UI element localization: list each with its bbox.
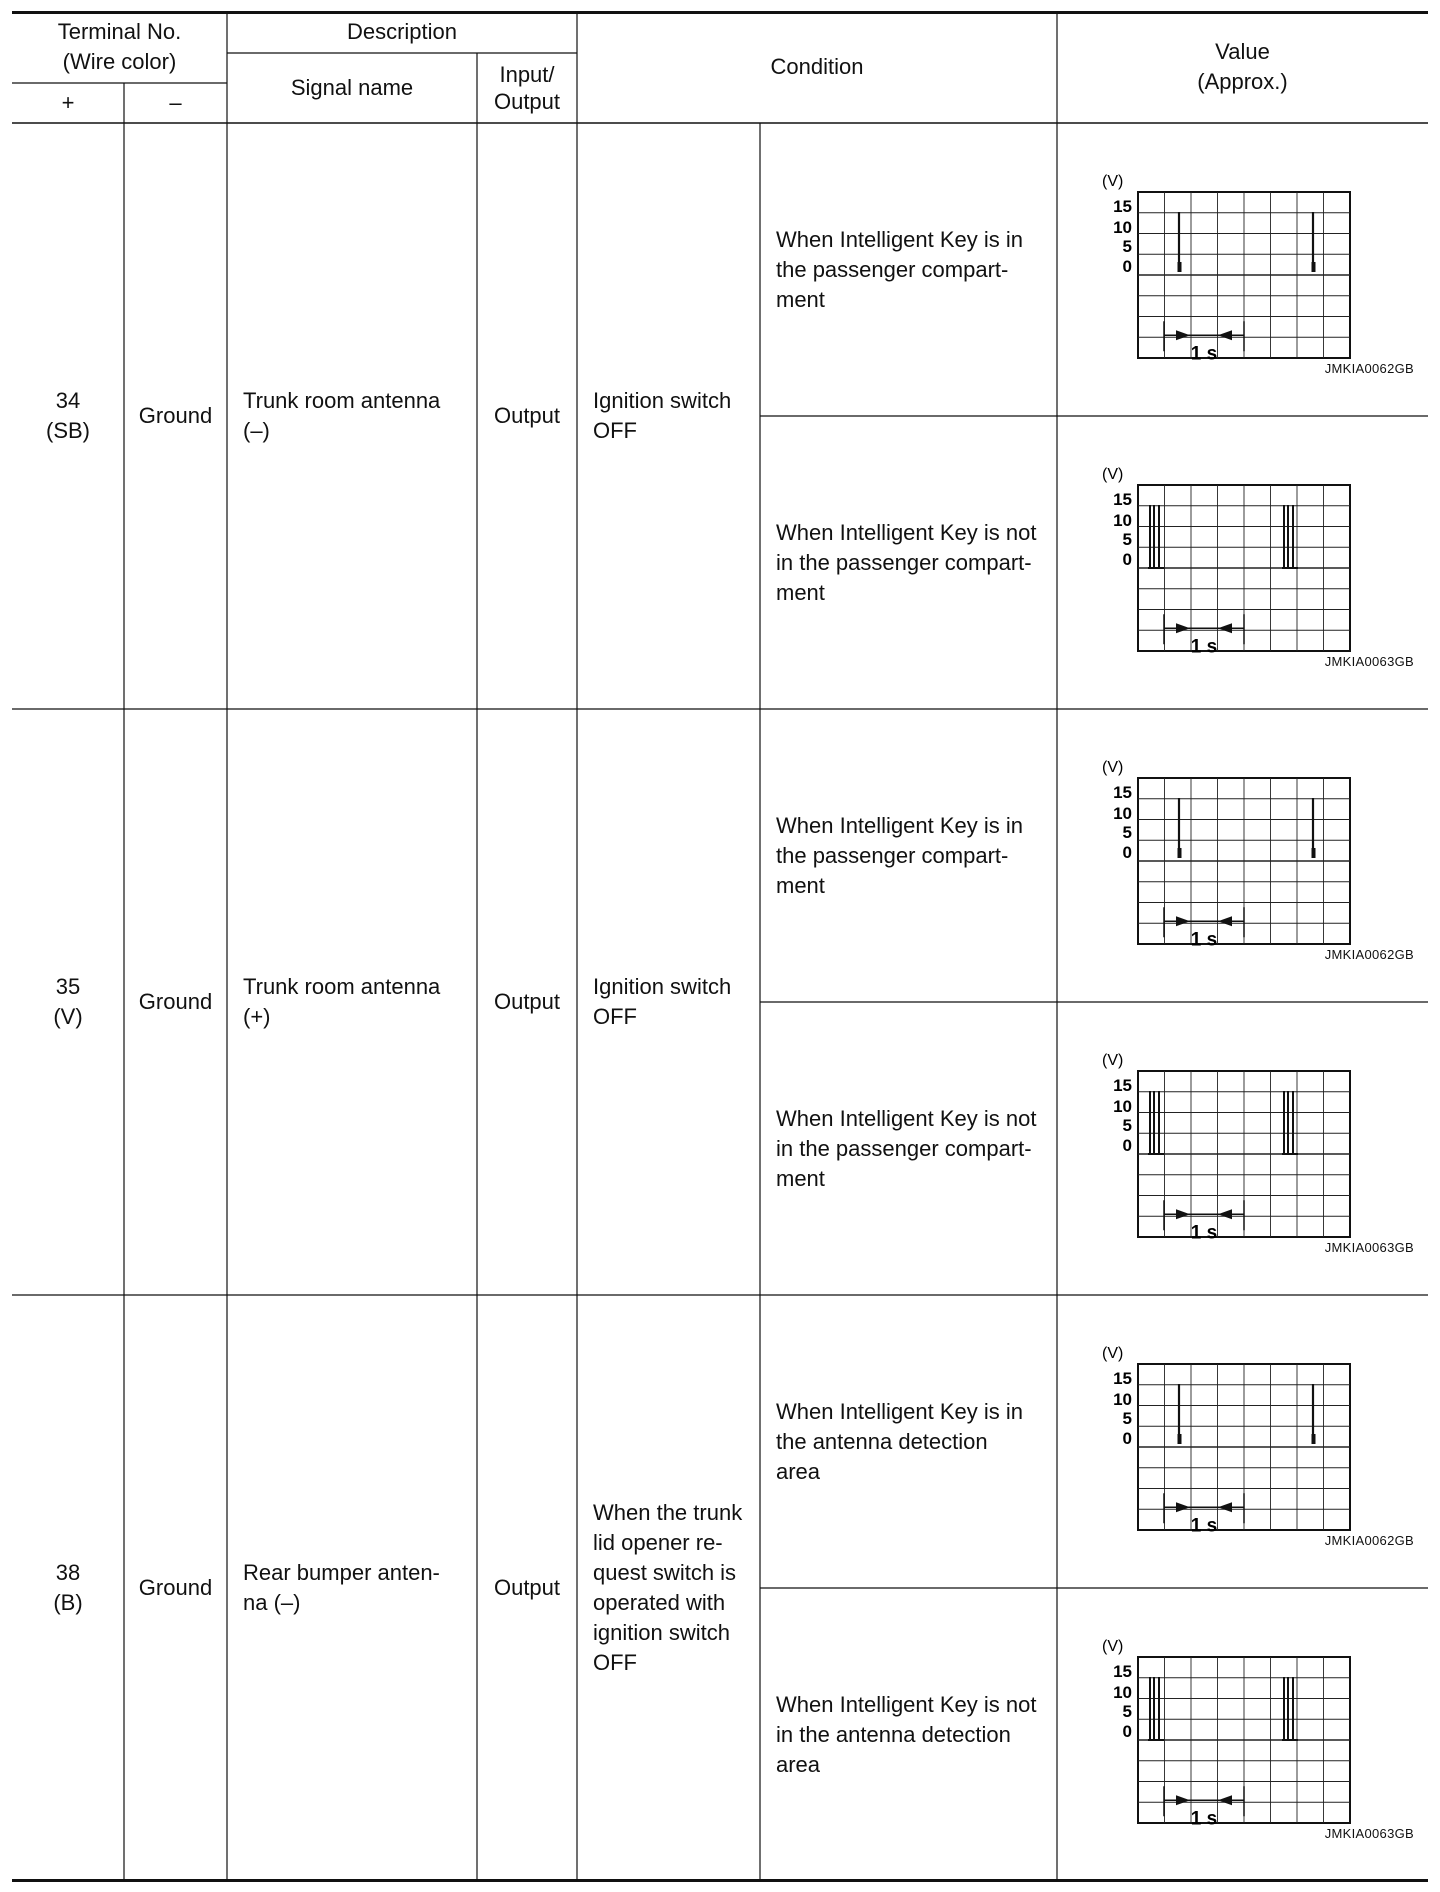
period-arrow-icon bbox=[1218, 623, 1232, 633]
scope-tick-label: 0 bbox=[1122, 1136, 1132, 1155]
signal-name-38: Rear bumper anten- na (–) bbox=[243, 1560, 440, 1615]
input-output-38: Output bbox=[493, 1575, 561, 1600]
terminal-minus-34: Ground bbox=[138, 403, 213, 428]
period-arrow-icon bbox=[1176, 623, 1190, 633]
scope-unit-label: (V) bbox=[1102, 466, 1124, 483]
period-label: 1 s bbox=[1190, 1222, 1218, 1244]
condition-34: Ignition switch OFF bbox=[593, 388, 732, 443]
scope-tick-label: 0 bbox=[1122, 843, 1132, 862]
scope-unit-label: (V) bbox=[1102, 1345, 1124, 1362]
period-label: 1 s bbox=[1190, 1808, 1218, 1830]
scope-tick-label: 0 bbox=[1122, 257, 1132, 276]
scope-tick-label: 5 bbox=[1122, 1702, 1132, 1721]
terminal-plus-35: 35 (V) bbox=[53, 974, 83, 1029]
period-arrow-icon bbox=[1218, 916, 1232, 926]
scope-tick-label: 10 bbox=[1113, 218, 1132, 237]
signal-pulse-base bbox=[1312, 262, 1316, 272]
sub-condition-35-in: When Intelligent Key is in the passenger compart- ment bbox=[776, 812, 1024, 898]
header-description: Description bbox=[346, 19, 458, 44]
period-arrow-icon bbox=[1218, 1209, 1232, 1219]
period-arrow-icon bbox=[1176, 916, 1190, 926]
scope-tick-label: 5 bbox=[1122, 530, 1132, 549]
scope-tick-label: 15 bbox=[1113, 490, 1132, 509]
scope-tick-label: 10 bbox=[1113, 511, 1132, 530]
input-output-34: Output bbox=[493, 403, 561, 428]
header-terminal-no: Terminal No. (Wire color) bbox=[57, 19, 182, 74]
figure-code: JMKIA0062GB bbox=[1324, 361, 1414, 376]
period-label: 1 s bbox=[1190, 1515, 1218, 1537]
scope-tick-label: 10 bbox=[1113, 1390, 1132, 1409]
scope-tick-label: 5 bbox=[1122, 1409, 1132, 1428]
scope-tick-label: 0 bbox=[1122, 1429, 1132, 1448]
sub-condition-38-in: When Intelligent Key is in the antenna detection area bbox=[776, 1398, 1024, 1484]
figure-code: JMKIA0062GB bbox=[1324, 947, 1414, 962]
input-output-35: Output bbox=[493, 989, 561, 1014]
signal-name-35: Trunk room antenna (+) bbox=[243, 974, 441, 1029]
condition-35: Ignition switch OFF bbox=[593, 974, 732, 1029]
period-arrow-icon bbox=[1176, 330, 1190, 340]
scope-tick-label: 15 bbox=[1113, 1076, 1132, 1095]
scope-tick-label: 10 bbox=[1113, 1097, 1132, 1116]
scope-tick-label: 10 bbox=[1113, 804, 1132, 823]
terminal-minus-38: Ground bbox=[138, 1575, 213, 1600]
period-arrow-icon bbox=[1218, 1795, 1232, 1805]
sub-condition-34-not-in: When Intelligent Key is not in the passenger compart- ment bbox=[776, 519, 1037, 605]
scope-tick-label: 0 bbox=[1122, 550, 1132, 569]
scope-tick-label: 5 bbox=[1122, 823, 1132, 842]
terminal-minus-35: Ground bbox=[138, 989, 213, 1014]
scope-tick-label: 5 bbox=[1122, 1116, 1132, 1135]
period-arrow-icon bbox=[1218, 330, 1232, 340]
header-input-output: Input/ Output bbox=[493, 62, 561, 114]
figure-code: JMKIA0062GB bbox=[1324, 1533, 1414, 1548]
period-label: 1 s bbox=[1190, 343, 1218, 365]
header-value: Value (Approx.) bbox=[1197, 39, 1288, 94]
terminal-plus-38: 38 (B) bbox=[53, 1560, 83, 1615]
signal-pulse-base bbox=[1312, 1434, 1316, 1444]
signal-pulse-base bbox=[1178, 262, 1182, 272]
header-condition: Condition bbox=[770, 54, 864, 79]
terminal-plus-34: 34 (SB) bbox=[46, 388, 90, 443]
figure-code: JMKIA0063GB bbox=[1324, 1240, 1414, 1255]
header-plus: + bbox=[61, 90, 75, 115]
period-arrow-icon bbox=[1176, 1209, 1190, 1219]
sub-condition-35-not-in: When Intelligent Key is not in the passenger compart- ment bbox=[776, 1105, 1037, 1191]
scope-tick-label: 5 bbox=[1122, 237, 1132, 256]
figure-code: JMKIA0063GB bbox=[1324, 654, 1414, 669]
scope-tick-label: 10 bbox=[1113, 1683, 1132, 1702]
scope-unit-label: (V) bbox=[1102, 759, 1124, 776]
signal-pulse-base bbox=[1178, 848, 1182, 858]
header-signal-name: Signal name bbox=[290, 75, 414, 100]
period-label: 1 s bbox=[1190, 636, 1218, 658]
scope-tick-label: 15 bbox=[1113, 197, 1132, 216]
scope-unit-label: (V) bbox=[1102, 173, 1124, 190]
scope-tick-label: 0 bbox=[1122, 1722, 1132, 1741]
period-arrow-icon bbox=[1218, 1502, 1232, 1512]
signal-pulse-base bbox=[1178, 1434, 1182, 1444]
scope-unit-label: (V) bbox=[1102, 1052, 1124, 1069]
scope-tick-label: 15 bbox=[1113, 783, 1132, 802]
period-arrow-icon bbox=[1176, 1795, 1190, 1805]
terminal-spec-table bbox=[12, 11, 1428, 1883]
header-minus: – bbox=[169, 90, 182, 115]
signal-name-34: Trunk room antenna (–) bbox=[243, 388, 441, 443]
period-label: 1 s bbox=[1190, 929, 1218, 951]
sub-condition-38-not-in: When Intelligent Key is not in the antenna detection area bbox=[776, 1691, 1037, 1777]
scope-unit-label: (V) bbox=[1102, 1638, 1124, 1655]
signal-pulse-base bbox=[1312, 848, 1316, 858]
figure-code: JMKIA0063GB bbox=[1324, 1826, 1414, 1841]
sub-condition-34-in: When Intelligent Key is in the passenger compart- ment bbox=[776, 226, 1024, 312]
scope-tick-label: 15 bbox=[1113, 1369, 1132, 1388]
condition-38: When the trunk lid opener re- quest switch is operated with ignition switch OFF bbox=[593, 1500, 743, 1675]
scope-tick-label: 15 bbox=[1113, 1662, 1132, 1681]
period-arrow-icon bbox=[1176, 1502, 1190, 1512]
